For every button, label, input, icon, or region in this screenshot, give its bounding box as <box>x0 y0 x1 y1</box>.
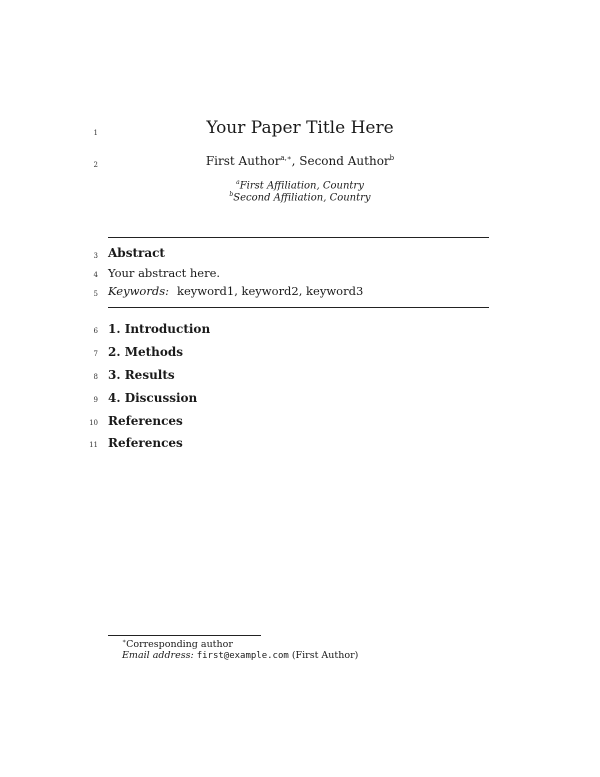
section-heading-methods: 2. Methods <box>108 345 184 359</box>
line-number: 2 <box>93 161 98 169</box>
affiliation-mark: a <box>236 179 240 186</box>
section-heading-introduction: 1. Introduction <box>108 322 211 336</box>
line-number: 4 <box>93 271 98 279</box>
line-number: 11 <box>89 441 98 449</box>
line-number: 1 <box>93 129 98 137</box>
footnote-email-line <box>122 650 358 661</box>
section-heading-results: 3. Results <box>108 368 175 382</box>
affiliation-text: Second Affiliation, Country <box>233 192 371 204</box>
keywords-line <box>108 284 363 298</box>
line-number: 8 <box>93 373 98 381</box>
abstract-text: Your abstract here. <box>108 266 221 280</box>
line-number: 7 <box>93 350 98 358</box>
paper-title: Your Paper Title Here <box>206 118 394 138</box>
abstract-heading: Abstract <box>108 246 165 260</box>
section-heading-discussion: 4. Discussion <box>108 391 198 405</box>
author-first-marks: a,∗ <box>280 154 292 162</box>
affiliation-text: First Affiliation, Country <box>239 180 364 192</box>
author-first: First Author <box>205 154 281 168</box>
footnote-email-address: first@example.com <box>196 651 289 661</box>
affiliation-mark: b <box>229 191 234 198</box>
footnote-email-owner: (First Author) <box>291 650 359 661</box>
author-list <box>0 154 600 168</box>
affiliation-first <box>0 179 600 191</box>
affiliation-second <box>0 191 600 203</box>
line-number: 6 <box>93 327 98 335</box>
footnote-email-label: Email address: <box>122 650 194 661</box>
footnote-mark: ∗ <box>122 638 127 645</box>
abstract-top-rule <box>108 237 489 238</box>
keywords-list: keyword1, keyword2, keyword3 <box>177 284 364 298</box>
keywords-label: Keywords: <box>108 284 169 298</box>
line-number: 10 <box>89 419 98 427</box>
line-number: 9 <box>93 396 98 404</box>
section-heading-references-2: References <box>108 436 183 450</box>
line-number: 3 <box>93 252 98 260</box>
footnote-rule <box>108 635 261 636</box>
section-heading-references: References <box>108 414 183 428</box>
author-second-marks: b <box>389 154 395 162</box>
author-separator: , <box>291 154 300 168</box>
line-number: 5 <box>93 290 98 298</box>
author-second: Second Author <box>299 154 390 168</box>
footnote-corresponding-text: Corresponding author <box>126 639 233 651</box>
abstract-bottom-rule <box>108 307 489 308</box>
footnote-corresponding <box>122 638 233 650</box>
